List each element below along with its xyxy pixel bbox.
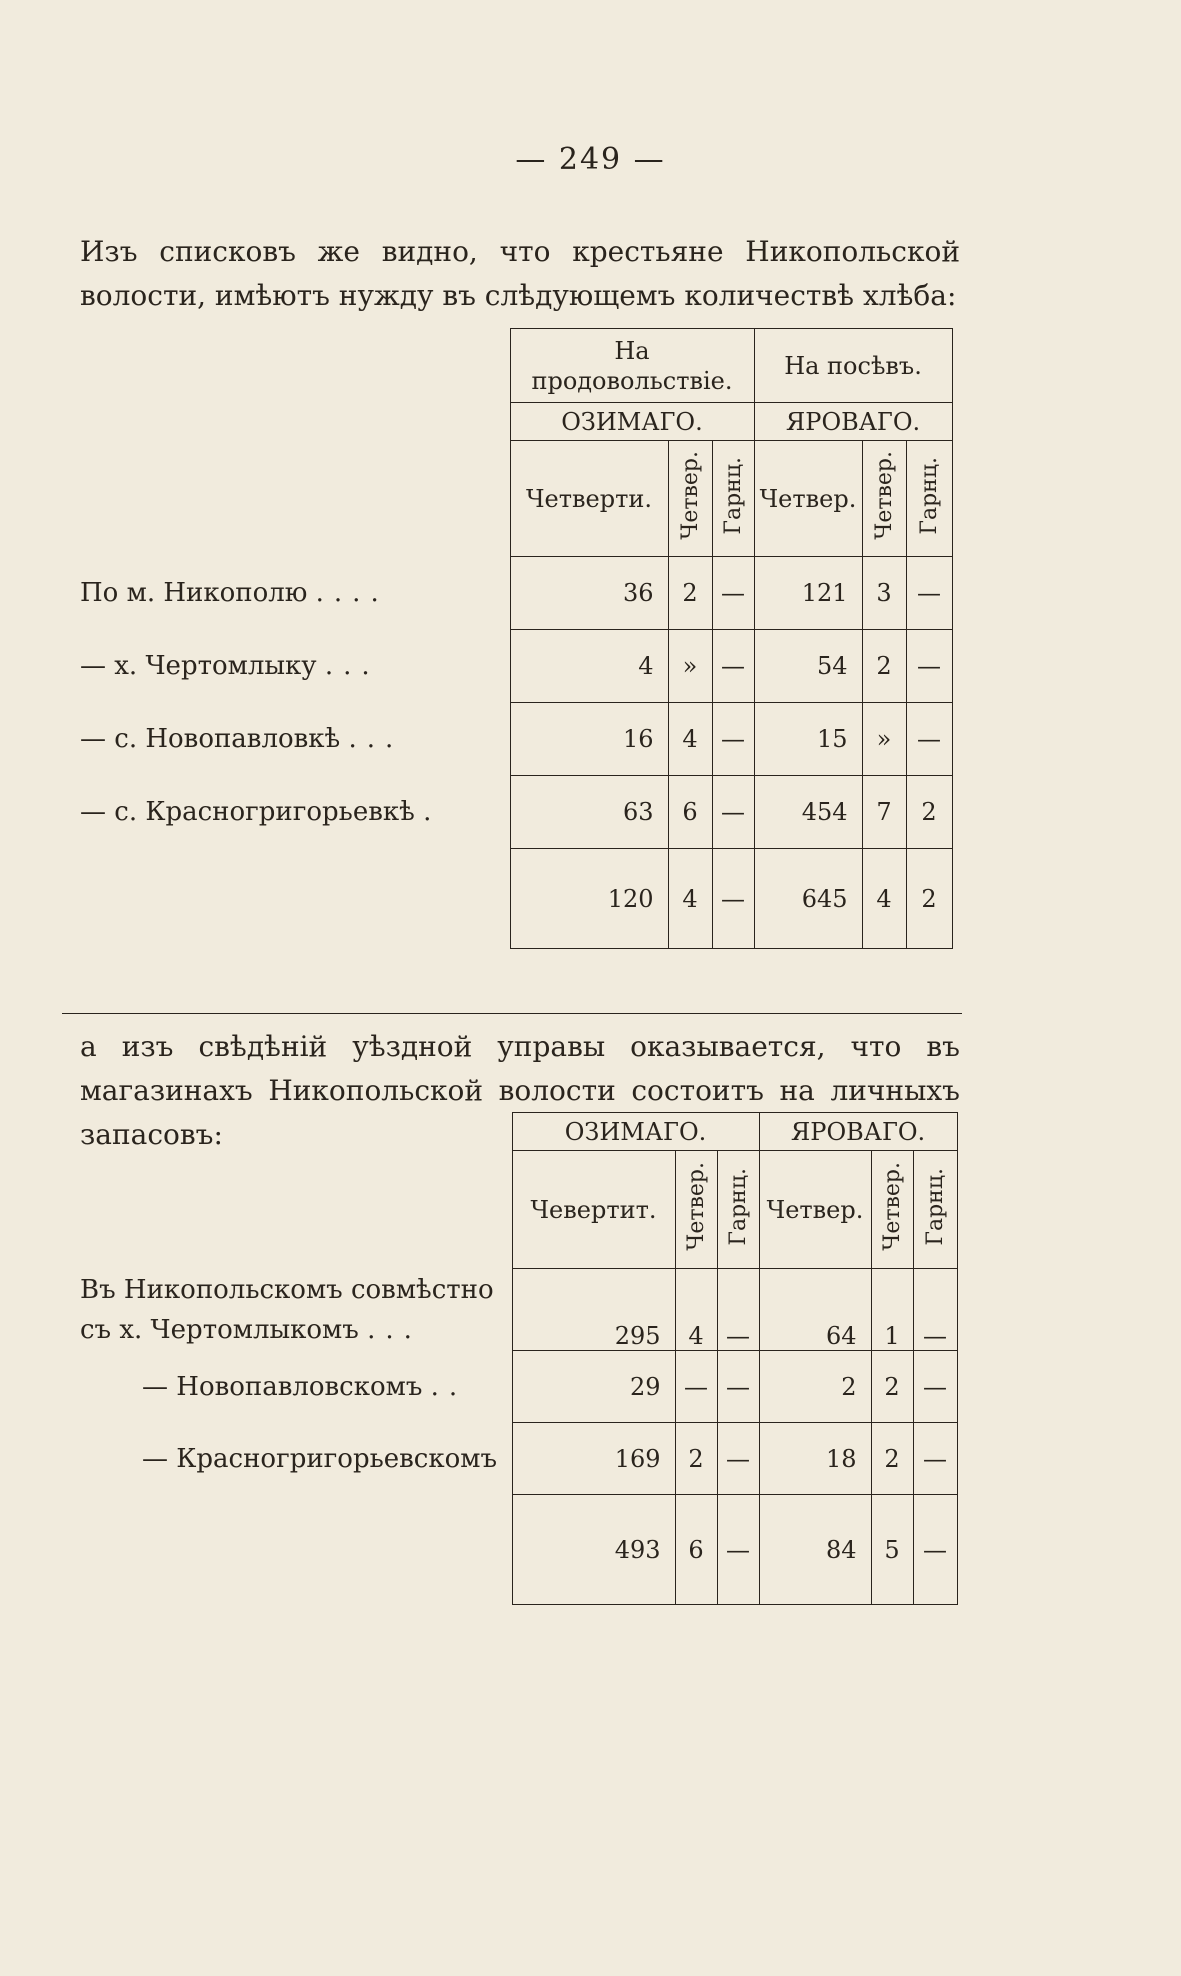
total-row: 120 4 — 645 4 2 [80,849,952,949]
col-garnets-spring: Гарнц. [906,441,952,557]
stores-table [80,1112,958,1605]
header-seed: На посѣвъ. [754,329,952,403]
table-row: Въ Никопольскомъ совмѣстно съ х. Чертомлыкомъ ... 295 4 — 64 1 — [80,1269,957,1351]
table-row: — Красногригорьевскомъ 169 2 — 18 2 — [80,1423,957,1495]
intro-paragraph: Изъ списковъ же видно, что крестьяне Никопольской волости, имѣютъ нужду въ слѣдующемъ количествѣ хлѣба: [80,235,960,312]
stores-paragraph: а изъ свѣдѣній уѣздной управы оказывается, что въ магазинахъ Никопольской волости состоитъ на личныхъ запасовъ: [80,1030,960,1151]
table-row: — с. Новопавловкѣ ... 16 4 — 15 » — [80,703,952,776]
table-row: По м. Никополю .... 36 2 — 121 3 — [80,557,952,630]
section-divider [62,1013,962,1014]
col-garnets-spring: Гарнц. [913,1151,957,1269]
col-quarter-spring: Четвер. [754,441,862,557]
col-quarter-spring-2: Четвер. [862,441,906,557]
needs-table [80,328,953,949]
col-garnets: Гарнц. [712,441,754,557]
table-row: — Новопавловскомъ .. 29 — — 2 2 — [80,1351,957,1423]
header-food: На продовольствіе. [510,329,754,403]
col-quarters: Чевертит. [512,1151,675,1269]
table-row: — с. Красногригорьевкѣ . 63 6 — 454 7 2 [80,776,952,849]
group-spring: ЯРОВАГО. [759,1113,957,1151]
col-quarter: Четвер. [675,1151,717,1269]
col-garnets: Гарнц. [717,1151,759,1269]
col-quarter-spring: Четвер. [759,1151,871,1269]
group-winter: ОЗИМАГО. [512,1113,759,1151]
col-quarter: Четвер. [668,441,712,557]
group-winter: ОЗИМАГО. [510,403,754,441]
group-spring: ЯРОВАГО. [754,403,952,441]
total-row: 493 6 — 84 5 — [80,1495,957,1605]
col-quarters: Четверти. [510,441,668,557]
col-quarter-spring-2: Четвер. [871,1151,913,1269]
table-row: — х. Чертомлыку ... 4 » — 54 2 — [80,630,952,703]
page-number: — 249 — [515,142,666,177]
